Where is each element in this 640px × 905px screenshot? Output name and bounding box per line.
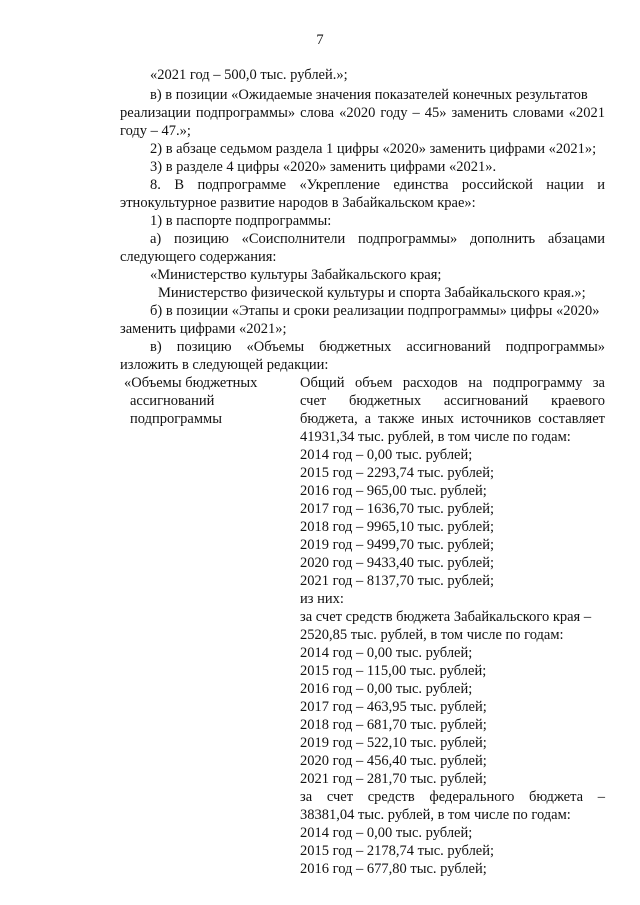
table-right-line-10: 2019 год – 9499,70 тыс. рублей; <box>300 537 495 553</box>
text-line-10: а) позицию «Соисполнители подпрограммы» дополнить абзацами <box>150 231 605 247</box>
table-right-line-2: счет бюджетных ассигнований краевого <box>300 393 605 409</box>
table-right-line-26: 2014 год – 0,00 тыс. рублей; <box>300 825 473 841</box>
table-right-line-19: 2017 год – 463,95 тыс. рублей; <box>300 699 487 715</box>
table-right-line-9: 2018 год – 9965,10 тыс. рублей; <box>300 519 495 535</box>
table-left-line-1: «Объемы бюджетных <box>124 375 258 391</box>
table-right-line-23: 2021 год – 281,70 тыс. рублей; <box>300 771 487 787</box>
table-right-line-5: 2014 год – 0,00 тыс. рублей; <box>300 447 473 463</box>
table-right-line-8: 2017 год – 1636,70 тыс. рублей; <box>300 501 495 517</box>
text-line-7: 8. В подпрограмме «Укрепление единства российской нации и <box>150 177 605 193</box>
text-line-3: реализации подпрограммы» слова «2020 году – 45» заменить словами «2021 <box>120 105 605 121</box>
text-line-9: 1) в паспорте подпрограммы: <box>150 213 332 229</box>
page-number: 7 <box>316 32 324 48</box>
table-right-line-6: 2015 год – 2293,74 тыс. рублей; <box>300 465 495 481</box>
text-line-4: году – 47.»; <box>120 123 191 139</box>
text-line-5: 2) в абзаце седьмом раздела 1 цифры «2020» заменить цифрами «2021»; <box>150 141 597 157</box>
text-line-17: изложить в следующей редакции: <box>120 357 329 373</box>
table-right-line-24: за счет средств федерального бюджета – <box>300 789 605 805</box>
table-right-line-4: 41931,34 тыс. рублей, в том числе по годам: <box>300 429 571 445</box>
text-line-1: «2021 год – 500,0 тыс. рублей.»; <box>150 67 348 83</box>
text-line-12: «Министерство культуры Забайкальского края; <box>150 267 442 283</box>
table-right-line-21: 2019 год – 522,10 тыс. рублей; <box>300 735 487 751</box>
text-line-16: в) позицию «Объемы бюджетных ассигнований подпрограммы» <box>150 339 605 355</box>
table-right-line-13: из них: <box>300 591 344 607</box>
table-right-line-17: 2015 год – 115,00 тыс. рублей; <box>300 663 487 679</box>
table-right-line-28: 2016 год – 677,80 тыс. рублей; <box>300 861 487 877</box>
table-right-line-14: за счет средств бюджета Забайкальского края – <box>300 609 592 625</box>
text-line-2: в) в позиции «Ожидаемые значения показателей конечных результатов <box>150 87 588 103</box>
text-line-11: следующего содержания: <box>120 249 277 265</box>
table-right-line-18: 2016 год – 0,00 тыс. рублей; <box>300 681 473 697</box>
table-right-line-15: 2520,85 тыс. рублей, в том числе по годам: <box>300 627 564 643</box>
table-right-line-11: 2020 год – 9433,40 тыс. рублей; <box>300 555 495 571</box>
table-right-line-7: 2016 год – 965,00 тыс. рублей; <box>300 483 487 499</box>
table-right-line-1: Общий объем расходов на подпрограмму за <box>300 375 605 391</box>
table-right-line-22: 2020 год – 456,40 тыс. рублей; <box>300 753 487 769</box>
text-line-14: б) в позиции «Этапы и сроки реализации подпрограммы» цифры «2020» <box>150 303 600 319</box>
table-left-line-2: ассигнований <box>130 393 215 409</box>
table-right-line-16: 2014 год – 0,00 тыс. рублей; <box>300 645 473 661</box>
table-right-line-12: 2021 год – 8137,70 тыс. рублей; <box>300 573 495 589</box>
table-right-line-27: 2015 год – 2178,74 тыс. рублей; <box>300 843 495 859</box>
table-left-line-3: подпрограммы <box>130 411 222 427</box>
table-right-line-3: бюджета, а также иных источников составляет <box>300 411 605 427</box>
text-line-13: Министерство физической культуры и спорта Забайкальского края.»; <box>158 285 586 301</box>
table-right-line-20: 2018 год – 681,70 тыс. рублей; <box>300 717 487 733</box>
text-line-6: 3) в разделе 4 цифры «2020» заменить цифрами «2021». <box>150 159 497 175</box>
text-line-8: этнокультурное развитие народов в Забайкальском крае»: <box>120 195 476 211</box>
text-line-15: заменить цифрами «2021»; <box>120 321 287 337</box>
table-right-line-25: 38381,04 тыс. рублей, в том числе по годам: <box>300 807 571 823</box>
